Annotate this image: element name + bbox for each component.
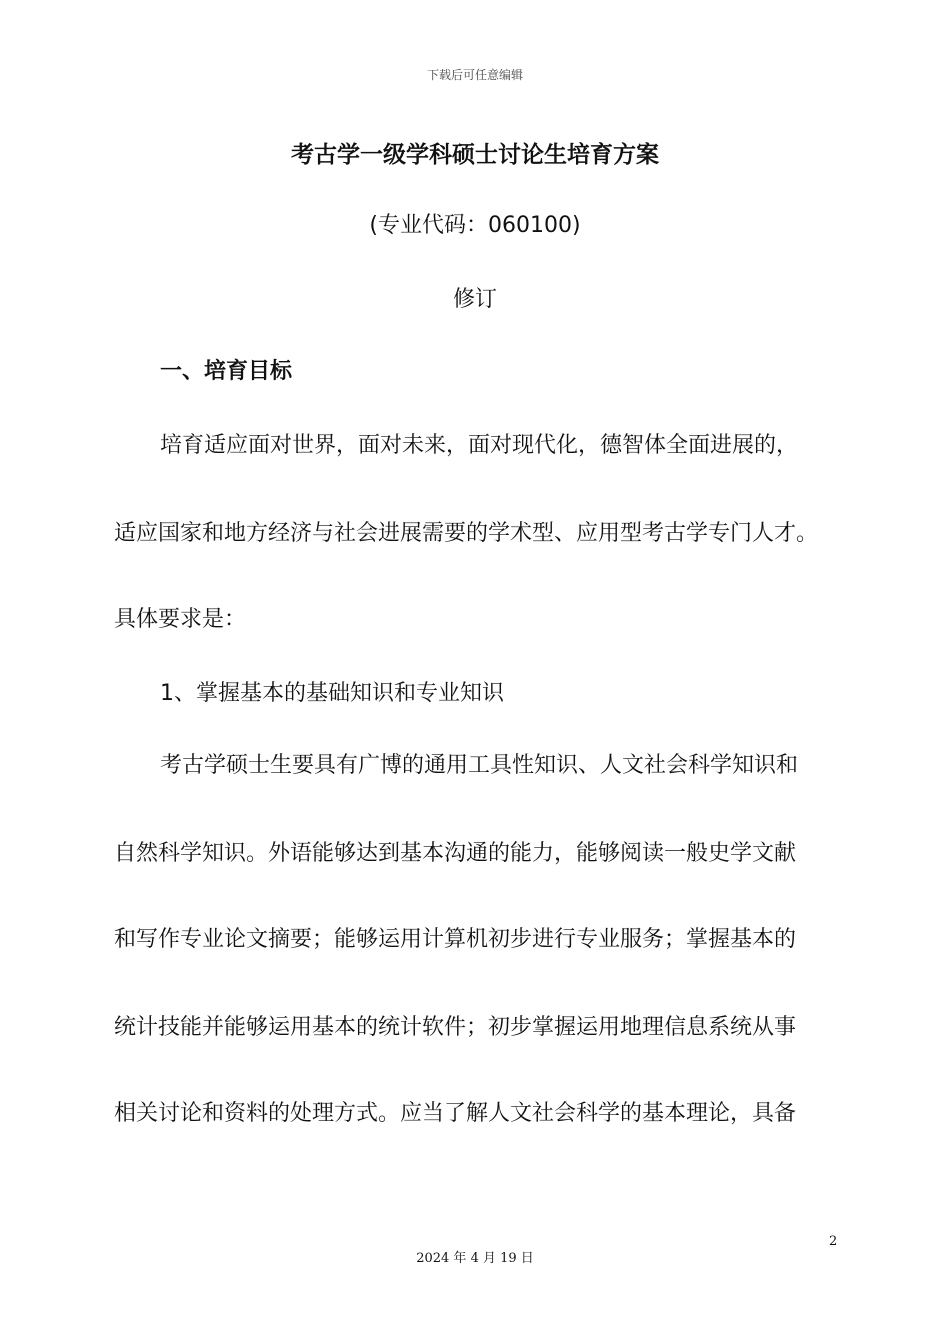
revision-label: 修订 <box>452 287 497 312</box>
paragraph1-line3: 具体要求是： <box>114 607 247 632</box>
paragraph2-line1: 考古学硕士生要具有广博的通用工具性知识、人文社会科学知识和 <box>160 753 799 778</box>
major-code: (专业代码：060100) <box>369 213 581 238</box>
paragraph1-line2: 适应国家和地方经济与社会进展需要的学术型、应用型考古学专门人才。 <box>114 521 819 546</box>
paragraph2-line5: 相关讨论和资料的处理方式。应当了解人文社会科学的基本理论，具备 <box>114 1101 797 1126</box>
paragraph1-line1: 培育适应面对世界，面对未来，面对现代化，德智体全面进展的， <box>160 433 799 458</box>
page-number: 2 <box>829 1234 838 1249</box>
paragraph2-line2: 自然科学知识。外语能够达到基本沟通的能力，能够阅读一般史学文献 <box>114 841 797 866</box>
section-heading-training-goals: 一、培育目标 <box>160 359 293 384</box>
document-title: 考古学一级学科硕士讨论生培育方案 <box>291 142 659 168</box>
paragraph2-line3: 和写作专业论文摘要；能够运用计算机初步进行专业服务；掌握基本的 <box>114 927 797 952</box>
item1-heading: 1、掌握基本的基础知识和专业知识 <box>160 681 504 706</box>
paragraph2-line4: 统计技能并能够运用基本的统计软件；初步掌握运用地理信息系统从事 <box>114 1015 797 1040</box>
header-note: 下载后可任意编辑 <box>426 68 523 82</box>
footer-date: 2024 年 4 月 19 日 <box>416 1251 534 1266</box>
